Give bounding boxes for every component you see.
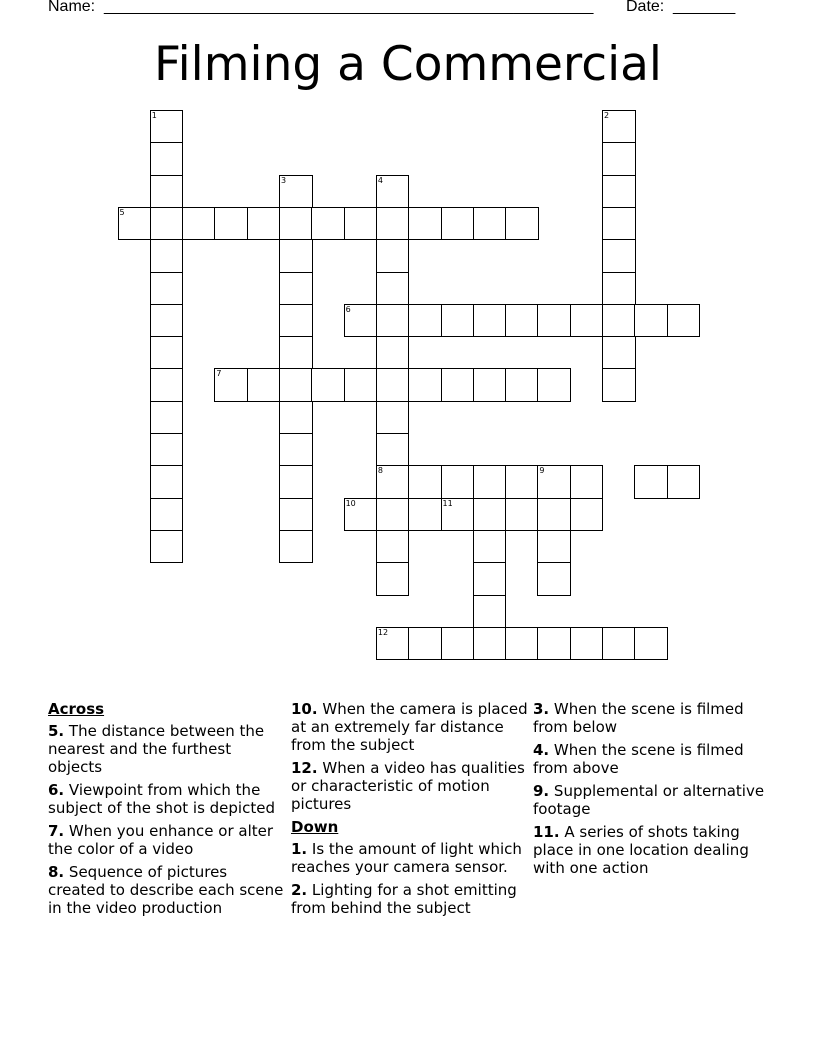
- grid-cell[interactable]: [408, 304, 442, 338]
- grid-cell[interactable]: [279, 530, 313, 564]
- grid-cell[interactable]: [376, 530, 410, 564]
- grid-cell[interactable]: [150, 304, 184, 338]
- grid-cell[interactable]: [344, 368, 378, 402]
- clue-down-3: 3. When the scene is filmed from below: [533, 700, 744, 736]
- grid-cell[interactable]: [602, 304, 636, 338]
- grid-cell[interactable]: [602, 368, 636, 402]
- clue-column-3: [533, 700, 773, 882]
- down-heading: Down: [291, 818, 339, 836]
- grid-cell[interactable]: [279, 401, 313, 435]
- grid-cell[interactable]: [376, 272, 410, 306]
- name-line[interactable]: _______________________________________________________: [104, 0, 594, 15]
- clue-across-12: 12. When a video has qualities or characteristic of motion pictures: [291, 759, 525, 813]
- clue-down-9: 9. Supplemental or alternative footage: [533, 782, 765, 818]
- grid-cell[interactable]: [473, 304, 507, 338]
- grid-cell[interactable]: [150, 272, 184, 306]
- grid-cell[interactable]: [537, 562, 571, 596]
- grid-cell[interactable]: [473, 595, 507, 629]
- grid-cell[interactable]: [376, 368, 410, 402]
- grid-cell[interactable]: [150, 175, 184, 209]
- grid-cell[interactable]: [634, 627, 668, 661]
- grid-cell[interactable]: [182, 207, 216, 241]
- grid-cell[interactable]: [473, 368, 507, 402]
- grid-cell[interactable]: [408, 465, 442, 499]
- grid-cell[interactable]: [408, 368, 442, 402]
- clue-number-3: 3: [281, 175, 287, 185]
- grid-cell[interactable]: [602, 207, 636, 241]
- grid-cell[interactable]: [150, 498, 184, 532]
- grid-cell[interactable]: [150, 207, 184, 241]
- grid-cell[interactable]: [376, 207, 410, 241]
- grid-cell[interactable]: [441, 368, 475, 402]
- grid-cell[interactable]: [505, 304, 539, 338]
- grid-cell[interactable]: [537, 498, 571, 532]
- grid-cell[interactable]: [505, 207, 539, 241]
- grid-cell[interactable]: [537, 627, 571, 661]
- clue-down-4: 4. When the scene is filmed from above: [533, 741, 744, 777]
- grid-cell[interactable]: [311, 207, 345, 241]
- clue-across-10: 10. When the camera is placed at an extremely far distance from the subject: [291, 700, 528, 754]
- grid-cell[interactable]: [441, 304, 475, 338]
- grid-cell[interactable]: [505, 627, 539, 661]
- grid-cell[interactable]: [634, 304, 668, 338]
- grid-cell[interactable]: [408, 498, 442, 532]
- grid-cell[interactable]: [441, 465, 475, 499]
- clue-number-12: 12: [377, 627, 389, 637]
- grid-cell[interactable]: [537, 368, 571, 402]
- clue-down-11: 11. A series of shots taking place in one location dealing with one action: [533, 823, 749, 877]
- clue-number-9: 9: [539, 466, 545, 476]
- grid-cell[interactable]: [441, 627, 475, 661]
- grid-cell[interactable]: [505, 368, 539, 402]
- grid-cell[interactable]: [247, 368, 281, 402]
- grid-cell[interactable]: [602, 175, 636, 209]
- grid-cell[interactable]: [473, 530, 507, 564]
- clue-down-1: 1. Is the amount of light which reaches your camera sensor.: [291, 840, 522, 876]
- clue-column-1: [48, 700, 288, 922]
- grid-cell[interactable]: [505, 465, 539, 499]
- grid-cell[interactable]: [602, 336, 636, 370]
- grid-cell[interactable]: [150, 336, 184, 370]
- grid-cell[interactable]: [279, 272, 313, 306]
- grid-cell[interactable]: [473, 207, 507, 241]
- grid-cell[interactable]: [150, 239, 184, 273]
- grid-cell[interactable]: [150, 401, 184, 435]
- grid-cell[interactable]: [602, 142, 636, 176]
- grid-cell[interactable]: [376, 498, 410, 532]
- clue-number-1: 1: [151, 111, 157, 120]
- grid-cell[interactable]: [150, 530, 184, 564]
- grid-cell[interactable]: [150, 433, 184, 467]
- clue-number-10: 10: [345, 498, 356, 508]
- grid-cell[interactable]: [279, 498, 313, 532]
- grid-cell[interactable]: [376, 304, 410, 338]
- clue-number-4: 4: [377, 175, 383, 185]
- clue-number-5: 5: [119, 207, 125, 217]
- clue-down-2: 2. Lighting for a shot emitting from behind the subject: [291, 881, 517, 917]
- grid-cell[interactable]: [376, 239, 410, 273]
- grid-cell[interactable]: [279, 368, 313, 402]
- grid-cell[interactable]: [473, 498, 507, 532]
- grid-cell[interactable]: [376, 562, 410, 596]
- clue-number-7: 7: [216, 369, 222, 379]
- grid-cell[interactable]: [473, 465, 507, 499]
- grid-cell[interactable]: [150, 142, 184, 176]
- clue-number-6: 6: [345, 304, 351, 314]
- clue-across-5: 5. The distance between the nearest and the furthest objects: [48, 722, 265, 776]
- grid-cell[interactable]: [376, 401, 410, 435]
- clue-number-2: 2: [604, 111, 610, 120]
- page-title: Filming a Commercial: [154, 37, 662, 92]
- grid-cell[interactable]: [602, 272, 636, 306]
- grid-cell[interactable]: [570, 627, 604, 661]
- clue-across-6: 6. Viewpoint from which the subject of the shot is depicted: [48, 781, 275, 817]
- grid-cell[interactable]: [279, 465, 313, 499]
- grid-cell[interactable]: [537, 530, 571, 564]
- clue-column-2: [291, 700, 531, 922]
- grid-cell[interactable]: [473, 562, 507, 596]
- grid-cell[interactable]: [602, 239, 636, 273]
- clue-number-11: 11: [442, 498, 453, 508]
- grid-cell[interactable]: [570, 465, 604, 499]
- grid-cell[interactable]: [279, 239, 313, 273]
- grid-cell[interactable]: [505, 498, 539, 532]
- grid-cell[interactable]: [376, 433, 410, 467]
- grid-cell[interactable]: [279, 336, 313, 370]
- date-line[interactable]: _______: [673, 0, 736, 15]
- name-label: Name:: [48, 0, 96, 15]
- grid-cell[interactable]: [408, 207, 442, 241]
- grid-cell[interactable]: [441, 207, 475, 241]
- grid-cell[interactable]: [376, 336, 410, 370]
- grid-cell[interactable]: [570, 304, 604, 338]
- grid-cell[interactable]: [279, 207, 313, 241]
- grid-cell[interactable]: [570, 498, 604, 532]
- grid-cell[interactable]: [667, 304, 701, 338]
- grid-cell[interactable]: [537, 304, 571, 338]
- clue-across-7: 7. When you enhance or alter the color of a video: [48, 822, 274, 858]
- across-heading: Across: [48, 700, 105, 718]
- date-label: Date:: [626, 0, 665, 15]
- grid-cell[interactable]: [279, 433, 313, 467]
- grid-cell[interactable]: [344, 207, 378, 241]
- grid-cell[interactable]: [247, 207, 281, 241]
- grid-cell[interactable]: [279, 304, 313, 338]
- grid-cell[interactable]: [634, 465, 668, 499]
- clue-across-8: 8. Sequence of pictures created to describe each scene in the video production: [48, 863, 284, 917]
- grid-cell[interactable]: [150, 465, 184, 499]
- grid-cell[interactable]: [214, 207, 248, 241]
- grid-cell[interactable]: [667, 465, 701, 499]
- grid-cell[interactable]: [602, 627, 636, 661]
- grid-cell[interactable]: [408, 627, 442, 661]
- grid-cell[interactable]: [150, 368, 184, 402]
- clue-number-8: 8: [377, 466, 383, 476]
- grid-cell[interactable]: [473, 627, 507, 661]
- grid-cell[interactable]: [311, 368, 345, 402]
